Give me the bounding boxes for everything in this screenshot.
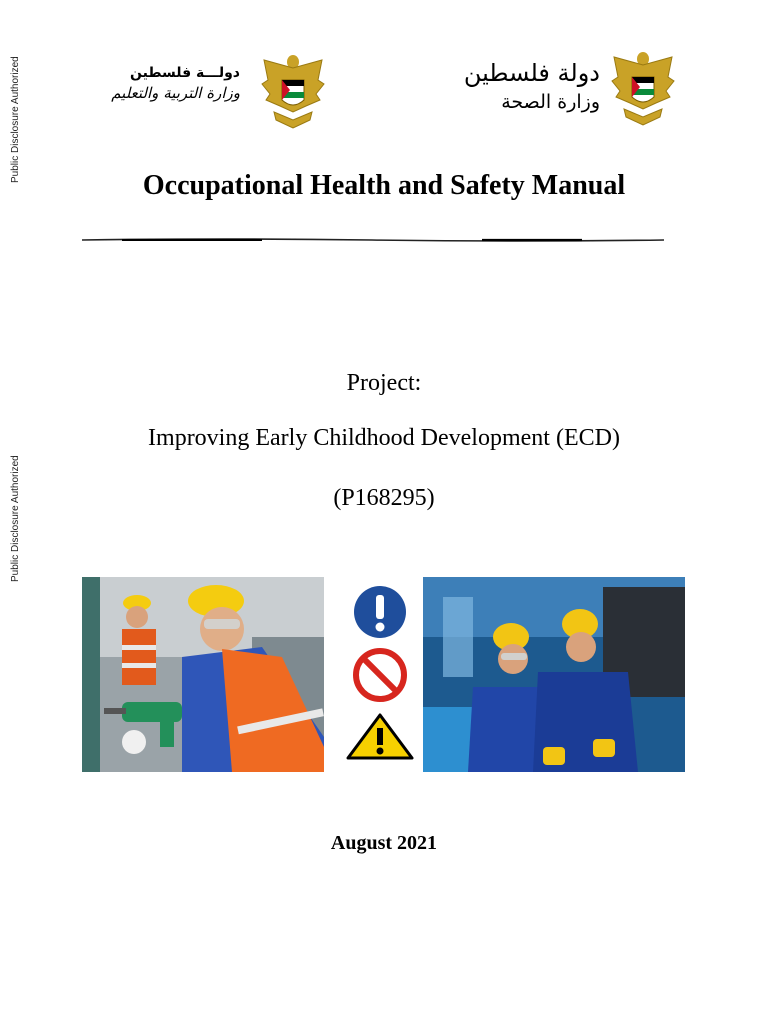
project-id: (P168295) xyxy=(333,485,435,511)
project-name: Improving Early Childhood Development (ECD) xyxy=(148,425,620,451)
moh-state-line: دولة فلسطين xyxy=(463,59,600,87)
construction-workers-photo xyxy=(82,577,324,772)
document-title: Occupational Health and Safety Manual xyxy=(142,170,626,201)
ministry-health-text xyxy=(440,58,600,116)
prohibition-sign-icon xyxy=(356,651,404,699)
title-divider xyxy=(82,236,664,244)
warning-sign-icon xyxy=(348,715,412,758)
moe-state-line: دولـــة فلسطين xyxy=(130,65,240,81)
mandatory-sign-icon xyxy=(354,586,406,638)
disclosure-label-bottom: Public Disclosure Authorized xyxy=(10,455,21,582)
disclosure-label-top: Public Disclosure Authorized xyxy=(10,56,21,183)
palestine-eagle-emblem-icon xyxy=(260,50,326,134)
moh-ministry-line: وزارة الصحة xyxy=(501,91,600,113)
publication-date: August 2021 xyxy=(330,832,438,854)
moe-ministry-line: وزارة التربية والتعليم xyxy=(111,84,240,102)
project-label: Project: xyxy=(346,370,422,396)
ministry-education-text xyxy=(105,64,240,104)
palestine-eagle-emblem-icon xyxy=(610,47,676,131)
factory-workers-photo xyxy=(423,577,685,772)
safety-signs xyxy=(340,585,420,765)
